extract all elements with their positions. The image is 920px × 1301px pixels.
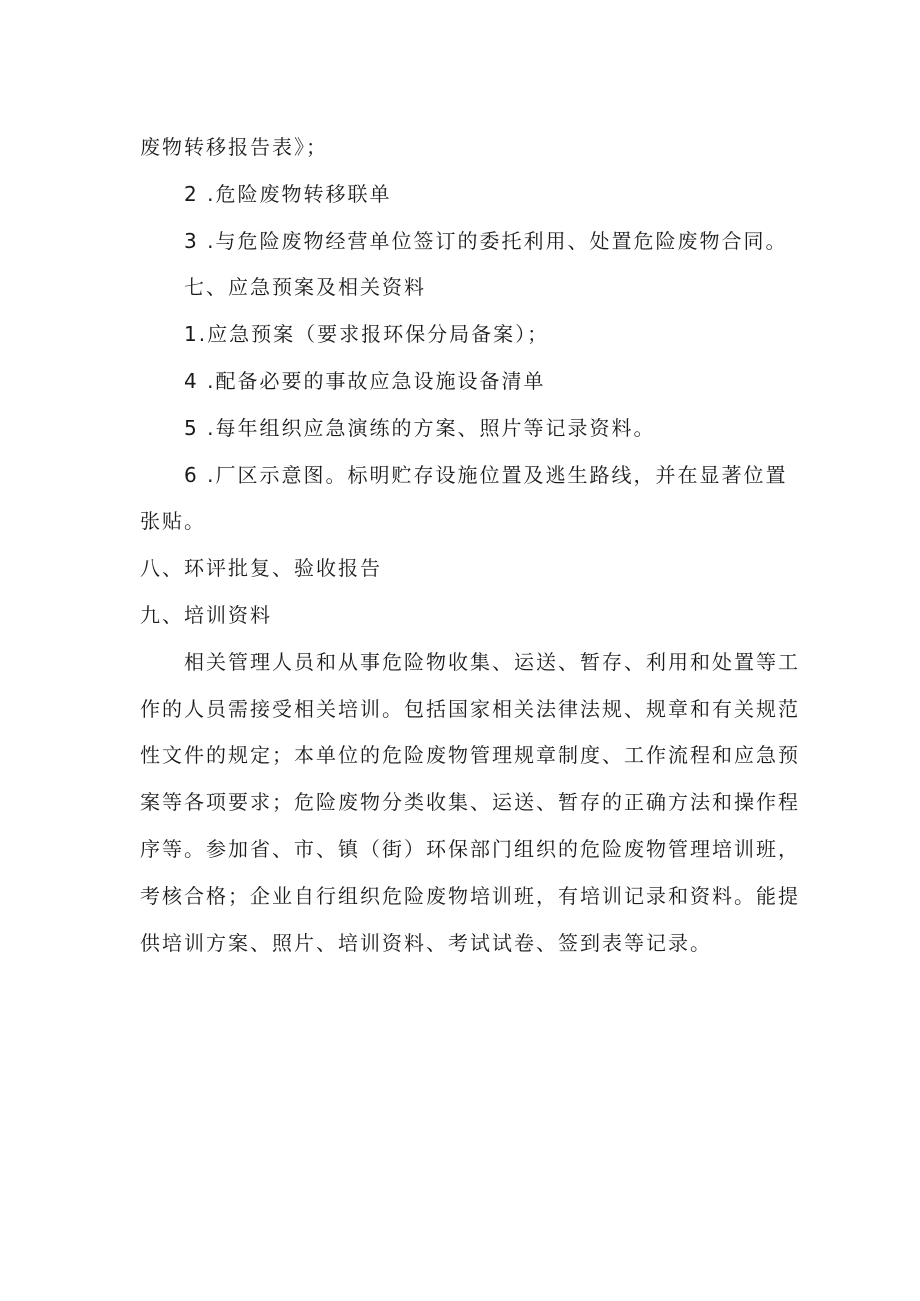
section-heading-9-training: 九、培训资料 <box>140 602 272 627</box>
text-line-item-1-emergency-plan: 1.应急预案（要求报环保分局备案）； <box>184 322 550 347</box>
paragraph-training-line-2: 作的人员需接受相关培训。包括国家相关法律法规、规章和有关规范 <box>140 696 800 721</box>
section-heading-7-emergency-plan: 七、应急预案及相关资料 <box>184 275 426 300</box>
paragraph-training-line-1: 相关管理人员和从事危险物收集、运送、暂存、利用和处置等工 <box>184 649 800 674</box>
text-line-item-2-transfer-manifest: 2 .危险废物转移联单 <box>184 181 392 206</box>
text-line-item-4-equipment-list: 4 .配备必要的事故应急设施设备清单 <box>184 368 546 393</box>
text-line-item-6-continued: 张贴。 <box>140 509 206 534</box>
section-heading-8-eia-approval: 八、环评批复、验收报告 <box>140 556 382 581</box>
text-line-item-6-site-map: 6 .厂区示意图。标明贮存设施位置及逃生路线，并在显著位置 <box>184 462 788 487</box>
document-body <box>140 124 800 966</box>
text-line-item-5-drill-records: 5 .每年组织应急演练的方案、照片等记录资料。 <box>184 415 656 440</box>
paragraph-training-line-5: 序等。参加省、市、镇（街）环保部门组织的危险废物管理培训班， <box>140 836 800 861</box>
paragraph-training-line-4: 案等各项要求；危险废物分类收集、运送、暂存的正确方法和操作程 <box>140 790 800 815</box>
text-line-item-3-disposal-contract: 3 .与危险废物经营单位签订的委托利用、处置危险废物合同。 <box>184 228 788 253</box>
paragraph-training-line-6: 考核合格；企业自行组织危险废物培训班，有培训记录和资料。能提 <box>140 883 800 908</box>
paragraph-training-line-3: 性文件的规定；本单位的危险废物管理规章制度、工作流程和应急预 <box>140 743 800 768</box>
text-line-waste-transfer-report-end: 废物转移报告表》； <box>140 135 328 159</box>
paragraph-training-line-7: 供培训方案、照片、培训资料、考试试卷、签到表等记录。 <box>140 930 712 955</box>
